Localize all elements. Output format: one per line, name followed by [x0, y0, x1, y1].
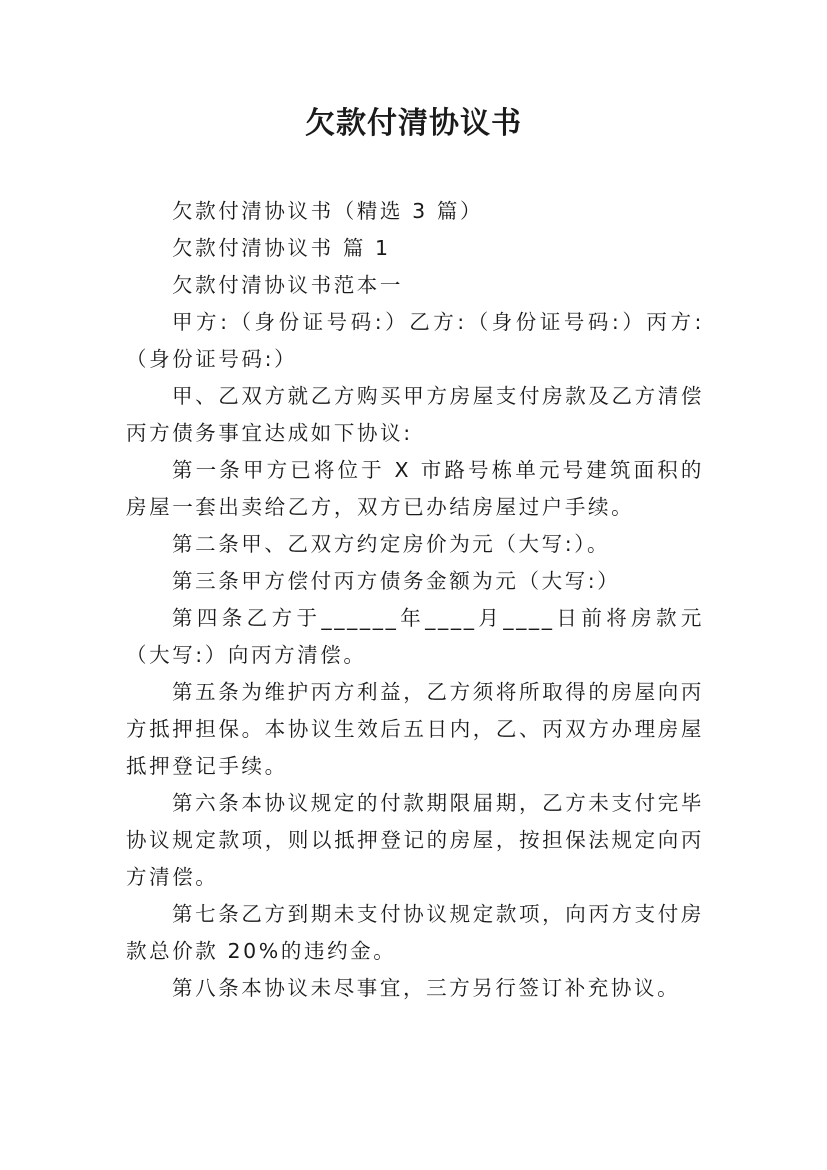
paragraph-article-7: 第七条乙方到期未支付协议规定款项，向丙方支付房款总价款 20%的违约金。: [126, 902, 704, 963]
paragraph-article-8: 第八条本协议未尽事宜，三方另行签订补充协议。: [172, 976, 681, 1000]
paragraph-subtitle: 欠款付清协议书（精选 3 篇）: [172, 199, 484, 223]
paragraph-article-2: 第二条甲、乙双方约定房价为元（大写:）。: [172, 532, 611, 556]
document-title: 欠款付清协议书: [305, 106, 522, 141]
paragraph-article-6: 第六条本协议规定的付款期限届期，乙方未支付完毕协议规定款项，则以抵押登记的房屋，按担保法规定向丙方清偿。: [126, 791, 704, 889]
paragraph-article-4: 第四条乙方于______年____月____日前将房款元（大写:）向丙方清偿。: [126, 606, 704, 667]
paragraph-template-heading: 欠款付清协议书范本一: [172, 273, 403, 297]
paragraph-article-5: 第五条为维护丙方利益，乙方须将所取得的房屋向丙方抵押担保。本协议生效后五日内，乙、丙双方办理房屋抵押登记手续。: [126, 680, 704, 778]
paragraph-parties: 甲方:（身份证号码:）乙方:（身份证号码:）丙方:（身份证号码:）: [126, 310, 704, 371]
paragraph-article-3: 第三条甲方偿付丙方债务金额为元（大写:）: [172, 569, 621, 593]
document-body: [126, 193, 704, 1007]
paragraph-section-heading: 欠款付清协议书 篇 1: [172, 236, 391, 260]
paragraph-preamble: 甲、乙双方就乙方购买甲方房屋支付房款及乙方清偿丙方债务事宜达成如下协议:: [126, 384, 704, 445]
paragraph-article-1: 第一条甲方已将位于 X 市路号栋单元号建筑面积的房屋一套出卖给乙方，双方已办结房屋过户手续。: [126, 458, 704, 519]
